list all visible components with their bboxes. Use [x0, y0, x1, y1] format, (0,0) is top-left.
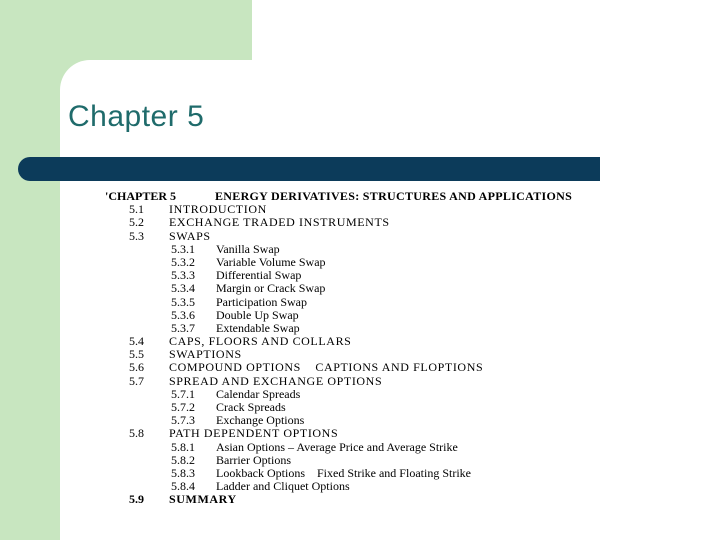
toc-subitem [105, 309, 685, 322]
toc-text: CAPS, FLOORS AND COLLARS [169, 334, 352, 349]
toc-text: Ladder and Cliquet Options [216, 479, 350, 494]
toc-number: 5.8.4 [171, 479, 195, 494]
toc-number: 5.5 [129, 347, 144, 362]
toc-text: Calendar Spreads [216, 386, 301, 401]
toc-number: 5.7.2 [171, 400, 195, 414]
toc-text: Margin or Crack Swap [216, 281, 326, 296]
toc-number: 5.8.3 [171, 465, 195, 480]
toc-text: SPREAD AND EXCHANGE OPTIONS [169, 373, 383, 388]
toc-item [105, 375, 685, 388]
toc-item [105, 427, 685, 440]
toc-text: Extendable Swap [216, 320, 300, 335]
toc-number: 5.7.3 [171, 413, 195, 428]
toc-text: Variable Volume Swap [216, 254, 326, 269]
left-accent-strip [0, 60, 60, 540]
toc-number: 5.8.1 [171, 439, 195, 454]
toc-subitem [105, 296, 685, 309]
toc-text: ENERGY DERIVATIVES: STRUCTURES AND APPLICATIONS [215, 189, 573, 203]
toc-number: 5.3 [129, 228, 144, 243]
toc-number: 5.3.2 [171, 254, 195, 269]
toc-number: 5.3.1 [171, 241, 195, 256]
toc-text: INTRODUCTION [169, 202, 267, 217]
toc-item [105, 230, 685, 243]
toc-text: COMPOUND OPTIONS CAPTIONS AND FLOPTIONS [169, 360, 484, 375]
table-of-contents [105, 190, 685, 507]
toc-number: 5.1 [129, 202, 144, 217]
toc-text: Double Up Swap [216, 307, 299, 322]
toc-text: Crack Spreads [216, 400, 286, 414]
toc-subitem [105, 243, 685, 256]
slide-title: Chapter 5 [68, 100, 205, 133]
toc-number: 5.3.3 [171, 268, 195, 283]
toc-subitem [105, 454, 685, 467]
title-divider-bar [18, 157, 600, 181]
toc-number: 5.8.2 [171, 452, 195, 467]
toc-number: 5.9 [129, 492, 144, 507]
toc-text: Exchange Options [216, 413, 305, 428]
toc-number: 5.2 [129, 215, 144, 230]
toc-number: 5.4 [129, 334, 144, 349]
toc-number: 5.7.1 [171, 386, 195, 401]
toc-item [105, 361, 685, 374]
toc-subitem [105, 282, 685, 295]
toc-number: 'CHAPTER 5 [105, 189, 177, 203]
toc-text: Lookback Options Fixed Strike and Floating Strike [216, 465, 471, 480]
toc-text: SWAPTIONS [169, 347, 242, 362]
toc-text: Participation Swap [216, 294, 307, 309]
toc-text: Vanilla Swap [216, 241, 280, 256]
toc-subitem [105, 441, 685, 454]
toc-number: 5.3.6 [171, 307, 195, 322]
toc-text: Asian Options – Average Price and Average Strike [216, 439, 458, 454]
toc-number: 5.3.7 [171, 320, 195, 335]
toc-item [105, 216, 685, 229]
toc-text: Differential Swap [216, 268, 302, 283]
toc-item [105, 493, 685, 506]
toc-text: Barrier Options [216, 452, 291, 467]
toc-text: SWAPS [169, 228, 211, 243]
toc-text: SUMMARY [169, 492, 237, 507]
toc-number: 5.6 [129, 360, 144, 375]
toc-number: 5.3.4 [171, 281, 195, 296]
toc-number: 5.3.5 [171, 294, 195, 309]
toc-number: 5.8 [129, 426, 144, 441]
toc-number: 5.7 [129, 373, 144, 388]
toc-text: EXCHANGE TRADED INSTRUMENTS [169, 215, 390, 230]
toc-text: PATH DEPENDENT OPTIONS [169, 426, 339, 441]
